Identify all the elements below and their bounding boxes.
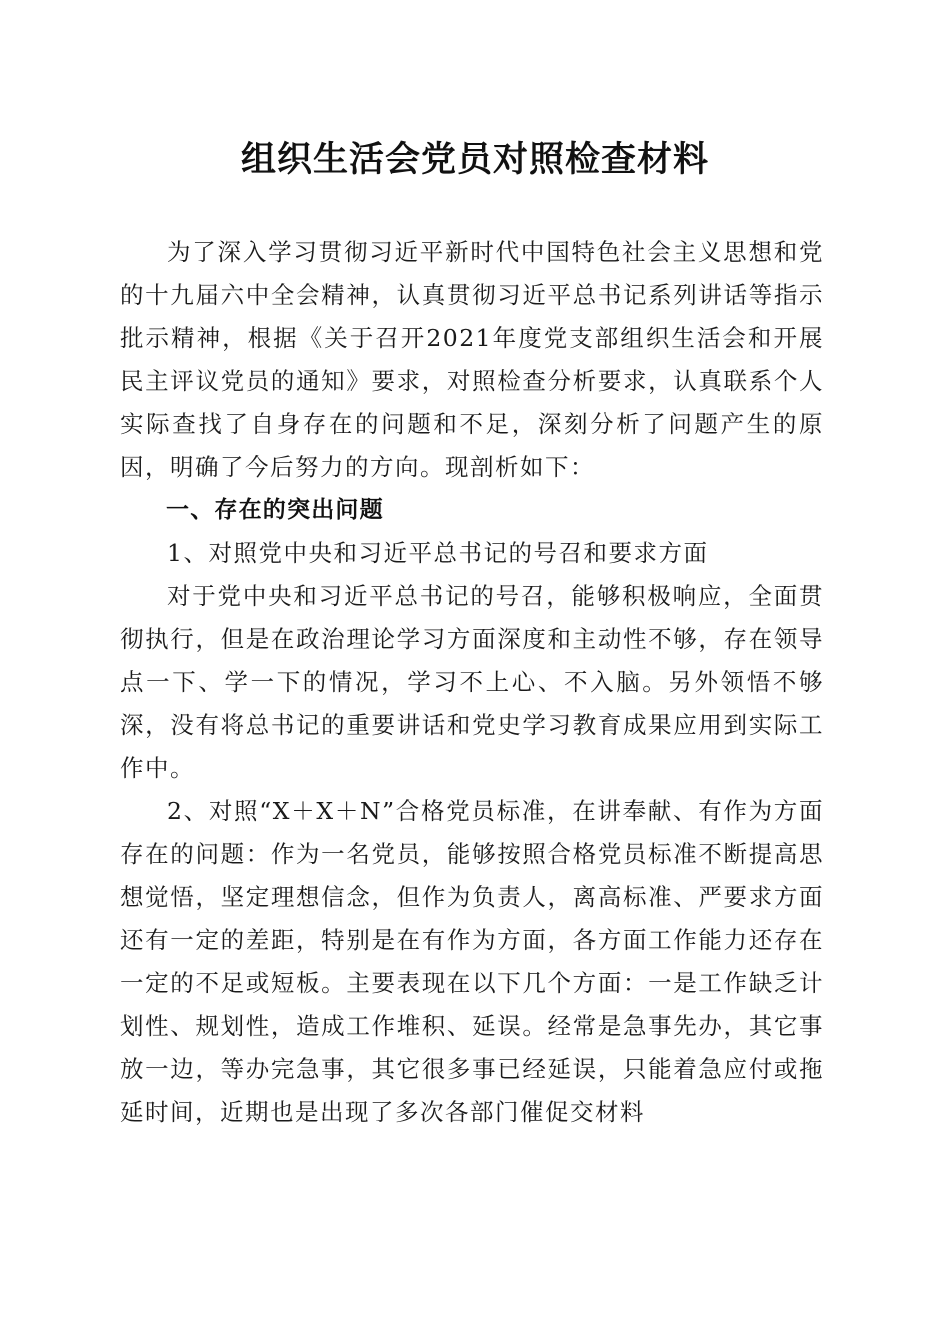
document-body [120, 231, 824, 1134]
item-1-paragraph: 对于党中央和习近平总书记的号召，能够积极响应，全面贯彻执行，但是在政治理论学习方面深度和主动性不够，存在领导点一下、学一下的情况，学习不上心、不入脑。另外领悟不够深，没有将总书记的重要讲话和党史学习教育成果应用到实际工作中。 [120, 582, 824, 782]
intro-paragraph: 为了深入学习贯彻习近平新时代中国特色社会主义思想和党的十九届六中全会精神，认真贯彻习近平总书记系列讲话等指示批示精神，根据《关于召开2021年度党支部组织生活会和开展民主评议党员的通知》要求，对照检查分析要求，认真联系个人实际查找了自身存在的问题和不足，深刻分析了问题产生的原因，明确了今后努力的方向。现剖析如下： [120, 238, 824, 481]
item-2-paragraph: 2、对照“X＋X＋N”合格党员标准，在讲奉献、有作为方面存在的问题：作为一名党员，能够按照合格党员标准不断提高思想觉悟，坚定理想信念，但作为负责人，离高标准、严要求方面还有一定的差距，特别是在有作为方面，各方面工作能力还存在一定的不足或短板。主要表现在以下几个方面：一是工作缺乏计划性、规划性，造成工作堆积、延误。经常是急事先办，其它事放一边，等办完急事，其它很多事已经延误，只能着急应付或拖延时间，近期也是出现了多次各部门催促交材料 [120, 797, 824, 1126]
section-heading-problems: 一、存在的突出问题 [166, 497, 384, 523]
item-1-heading: 1、对照党中央和习近平总书记的号召和要求方面 [167, 539, 709, 567]
document-title: 组织生活会党员对照检查材料 [240, 139, 709, 180]
